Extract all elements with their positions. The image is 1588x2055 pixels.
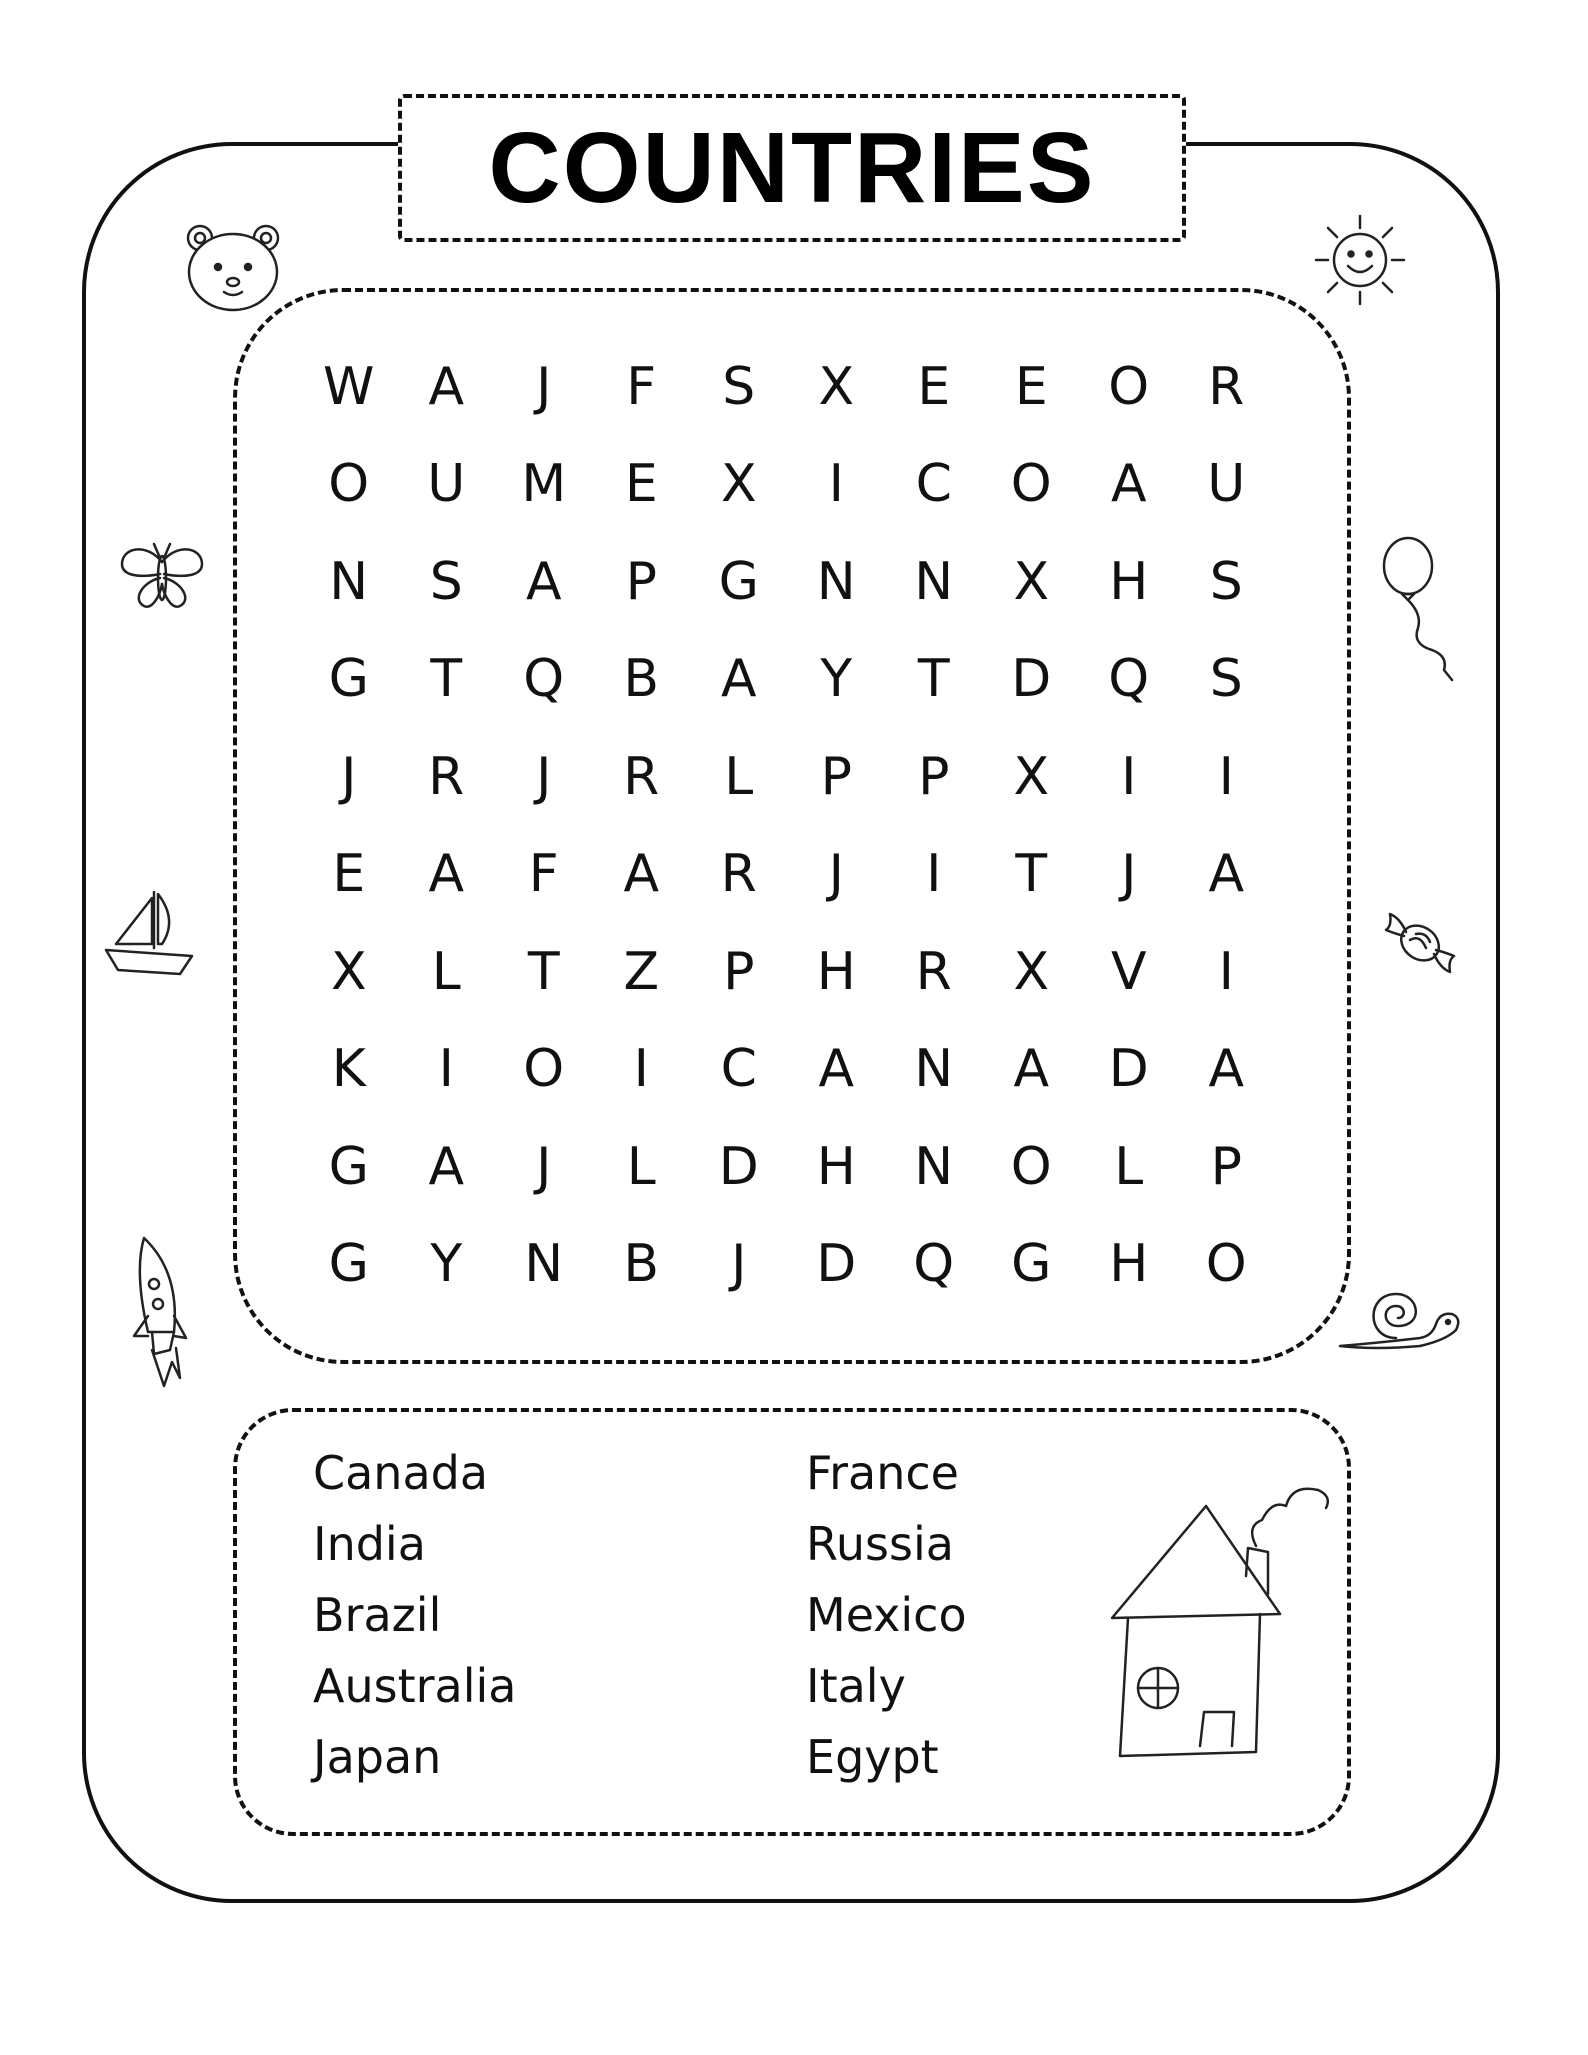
grid-letter: W [323,356,375,417]
word-list-item: Egypt [806,1730,939,1784]
grid-letter: O [1010,1136,1052,1197]
grid-letter: R [720,844,757,905]
grid-letter: X [818,356,855,417]
word-list-item: Russia [806,1517,954,1571]
sun-icon [1310,210,1410,310]
grid-letter: B [623,649,660,710]
grid-letter: H [816,1136,856,1197]
grid-letter: A [428,356,465,417]
grid-letter: U [1207,454,1246,515]
grid-letter: T [917,649,950,710]
grid-letter: F [528,844,559,905]
grid-letter: R [623,746,660,807]
grid-letter: L [1114,1136,1144,1197]
bear-icon [178,222,290,314]
butterfly-icon [116,538,208,616]
grid-letter: J [536,356,552,417]
word-list-item: India [313,1517,426,1571]
grid-letter: R [915,941,952,1002]
grid-letter: I [1218,941,1234,1002]
grid-letter: U [427,454,466,515]
grid-letter: A [1208,1039,1245,1100]
grid-letter: E [1014,356,1048,417]
grid-letter: X [1013,941,1050,1002]
grid-letter: A [525,551,562,612]
grid-letter: G [718,551,759,612]
word-list-item: Canada [313,1446,489,1500]
title-box [398,94,1186,242]
sailboat-icon [102,886,198,978]
grid-letter: A [428,1136,465,1197]
grid-letter: D [718,1136,759,1197]
grid-letter: S [1209,551,1243,612]
grid-letter: P [723,941,755,1002]
grid-letter: H [1109,1234,1149,1295]
grid-letter: B [623,1234,660,1295]
candy-icon [1378,900,1462,986]
grid-letter: J [536,746,552,807]
grid-letter: N [816,551,856,612]
grid-letter: Y [820,649,853,710]
grid-letter: N [329,551,369,612]
grid-letter: I [828,454,844,515]
word-list-item: Japan [313,1730,442,1784]
grid-letter: E [917,356,951,417]
grid-letter: H [1109,551,1149,612]
word-list-item: Australia [313,1659,517,1713]
grid-letter: K [331,1039,366,1100]
grid-letter: O [328,454,370,515]
grid-letter: C [720,1039,757,1100]
page-title: COUNTRIES [488,112,1096,224]
grid-letter: I [1218,746,1234,807]
grid-letter: Q [1108,649,1150,710]
grid-letter: T [1015,844,1048,905]
grid-letter: R [1208,356,1245,417]
grid-letter: H [816,941,856,1002]
word-list-left [313,1438,516,1793]
grid-letter: O [1205,1234,1247,1295]
grid-letter: P [918,746,950,807]
grid-letter: A [623,844,660,905]
grid-letter: V [1110,941,1147,1002]
grid-letter: D [1011,649,1052,710]
grid-letter: N [914,1136,954,1197]
grid-letter: S [1209,649,1243,710]
grid-letter: J [536,1136,552,1197]
grid-letter: L [431,941,461,1002]
grid-letter: G [328,1136,369,1197]
grid-letter: T [430,649,463,710]
grid-letter: R [428,746,465,807]
grid-letter: S [429,551,463,612]
grid-letter: S [722,356,756,417]
grid-letter: P [625,551,657,612]
grid-letter: A [1013,1039,1050,1100]
grid-letter: F [626,356,657,417]
grid-letter: A [720,649,757,710]
grid-letter: A [1208,844,1245,905]
grid-letter: M [521,454,567,515]
grid-letter: G [328,1234,369,1295]
house-icon [1106,1460,1332,1760]
grid-letter: O [523,1039,565,1100]
grid-letter: E [624,454,658,515]
grid-letter: X [1013,551,1050,612]
grid-letter: A [818,1039,855,1100]
grid-letter: I [926,844,942,905]
grid-letter: D [1108,1039,1149,1100]
grid-letter: Q [913,1234,955,1295]
grid-letter: D [816,1234,857,1295]
word-list-item: Italy [806,1659,906,1713]
grid-letter: N [914,1039,954,1100]
grid-letter: I [438,1039,454,1100]
grid-letter: L [724,746,754,807]
grid-letter: Z [623,941,660,1002]
grid-letter: A [1110,454,1147,515]
grid-letter: N [914,551,954,612]
rocket-icon [130,1232,210,1392]
grid-letter: A [428,844,465,905]
grid-letter: O [1108,356,1150,417]
grid-letter: Y [430,1234,463,1295]
balloon-icon [1378,536,1464,682]
grid-letter: C [915,454,952,515]
grid-letter: X [720,454,757,515]
word-list-item: Brazil [313,1588,442,1642]
grid-letter: X [330,941,367,1002]
word-list-item: Mexico [806,1588,967,1642]
snail-icon [1336,1286,1466,1354]
grid-letter: J [828,844,844,905]
grid-letter: J [1121,844,1137,905]
grid-letter: J [731,1234,747,1295]
letter-grid [300,338,1275,1313]
word-list-right [806,1438,967,1793]
grid-letter: I [1121,746,1137,807]
word-list-item: France [806,1446,959,1500]
grid-letter: O [1010,454,1052,515]
grid-letter: P [820,746,852,807]
grid-letter: Q [523,649,565,710]
grid-letter: I [633,1039,649,1100]
grid-letter: G [1011,1234,1052,1295]
grid-letter: L [626,1136,656,1197]
grid-letter: X [1013,746,1050,807]
grid-letter: P [1210,1136,1242,1197]
grid-letter: T [527,941,560,1002]
grid-letter: E [332,844,366,905]
grid-letter: G [328,649,369,710]
grid-letter: N [524,1234,564,1295]
grid-letter: J [341,746,357,807]
